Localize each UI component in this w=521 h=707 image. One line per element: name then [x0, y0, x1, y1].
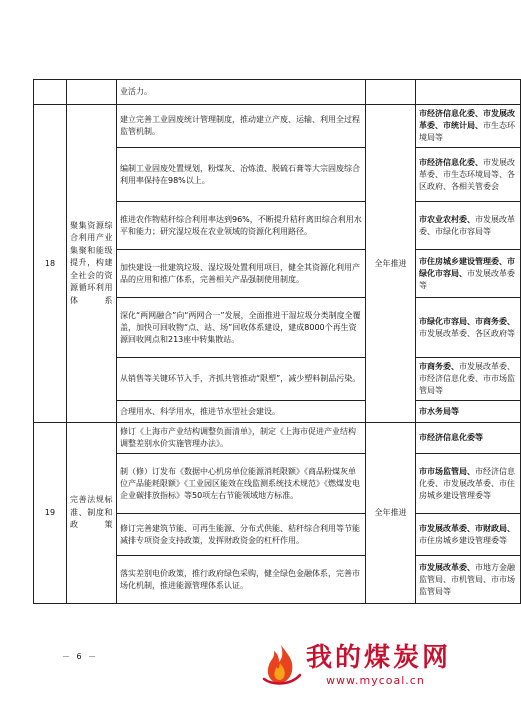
support-dept: 市发展改革委、市绿化市容局等	[419, 214, 515, 236]
time-cell: 全年推进	[366, 105, 416, 423]
lead-dept: 市经济信息化委、市发展改革委、市统计局、	[419, 109, 515, 130]
watermark-url: www.mycoal.cn	[326, 674, 425, 687]
page-number: － 6 －	[62, 652, 99, 661]
system-cell: 完善法规标准、制度和政策	[67, 423, 117, 604]
dept-cell	[416, 250, 521, 298]
dept-cell	[416, 556, 521, 604]
task-cell: 加快建设一批建筑垃圾、湿垃圾处置利用项目，健全其资源化利用产品的应用和推广体系，完善相关产品强制使用制度。	[117, 250, 366, 298]
support-dept: 市发展改革委等	[419, 268, 515, 290]
watermark-site-name: 我的煤炭网	[306, 643, 452, 673]
site-watermark	[258, 641, 478, 693]
dept-cell	[416, 202, 521, 250]
task-cell: 编制工业固废处置规划，粉煤灰、冶炼渣、脱硫石膏等大宗固废综合利用率保持在98%以上。	[117, 148, 366, 202]
support-dept: 市发展改革委、各区政府等	[419, 328, 515, 338]
flame-logo-icon	[258, 641, 304, 687]
task-cell: 推进农作物秸秆综合利用率达到96%，不断提升秸秆离田综合利用水平和能力；研究湿垃圾在农业领域的资源化利用路径。	[117, 202, 366, 250]
support-dept: 市发展改革委、市生态环境局等、各区政府、各相关管委会	[419, 157, 515, 191]
task-cell: 修订《上海市产业结构调整负面清单》，制定《上海市促进产业结构调整差别水价实施管理办法》。	[117, 423, 366, 454]
dept-cell	[416, 80, 521, 105]
row-number-cell: 18	[34, 105, 67, 423]
lead-dept: 市市场监管局、	[419, 466, 475, 476]
task-cell: 业活力。	[117, 80, 366, 105]
dept-cell	[416, 105, 521, 148]
row-number-cell: 19	[34, 423, 67, 604]
system-cell	[67, 80, 117, 105]
lead-dept: 市发展改革委、市财政局、	[419, 523, 515, 533]
task-cell: 制（修）订发布《数据中心机房单位能源消耗限额》《商品粉煤灰单位产品能耗限额》《工业园区能效在线监测系统技术规范》《燃煤发电企业碳排放指标》等50项左右节能领域地方标准。	[117, 454, 366, 514]
support-dept: 市发展改革委、市经济信息化委、市市场监管局等	[419, 362, 515, 395]
support-dept: 市经济信息化委、市发展改革委、市住房城乡建设管理委等	[419, 466, 515, 500]
support-dept: 市地方金融监管局、市机管局、市市场监管局等	[419, 562, 515, 596]
lead-dept: 市商务委、	[419, 362, 459, 371]
policy-table	[33, 79, 521, 604]
dept-cell	[416, 401, 521, 423]
support-dept: 市生态环境局等	[419, 121, 515, 142]
task-cell: 从销售等关键环节入手，齐抓共管推动“限塑”，减少塑料制品污染。	[117, 358, 366, 401]
dept-cell	[416, 454, 521, 514]
task-cell: 建立完善工业固废统计管理制度，推动建立产废、运输、利用全过程监管机制。	[117, 105, 366, 148]
time-cell: 全年推进	[366, 423, 416, 604]
lead-dept: 市水务局等	[419, 406, 459, 416]
dept-cell	[416, 148, 521, 202]
task-cell: 落实差别电价政策，推行政府绿色采购，健全绿色金融体系，完善市场化机制，推进能源管理体系认证。	[117, 556, 366, 604]
task-cell: 修订完善建筑节能、可再生能源、分布式供能、秸秆综合利用等节能减排专项资金支持政策，发挥财政资金的杠杆作用。	[117, 514, 366, 556]
table-row	[34, 80, 521, 105]
table-row	[34, 423, 521, 454]
dept-cell	[416, 298, 521, 358]
dept-cell	[416, 423, 521, 454]
table-row	[34, 105, 521, 148]
support-dept: 市住房城乡建设管理委等	[419, 535, 507, 545]
lead-dept: 市经济信息化委、	[419, 157, 483, 167]
row-number-cell	[34, 80, 67, 105]
system-cell: 聚集资源综合利用产业集聚和能级提升，构建全社会的资源循环利用体系	[67, 105, 117, 423]
lead-dept: 市住房城乡建设管理委、市绿化市容局、	[419, 256, 515, 278]
lead-dept: 市农业农村委、	[419, 214, 475, 224]
time-cell	[366, 80, 416, 105]
dept-cell	[416, 514, 521, 556]
task-cell: 合理用水、科学用水，推进节水型社会建设。	[117, 401, 366, 423]
task-cell: 深化“两网融合”向“两网合一”发展，全面推进干湿垃圾分类制度全覆盖，加快可回收物“点、站、场”回收体系建设，建成8000个再生资源回收网点和213座中转集散站。	[117, 298, 366, 358]
lead-dept: 市发展改革委、	[419, 562, 475, 572]
lead-dept: 市经济信息化委等	[419, 433, 483, 442]
lead-dept: 市绿化市容局、市商务委、	[419, 316, 515, 326]
dept-cell	[416, 358, 521, 401]
